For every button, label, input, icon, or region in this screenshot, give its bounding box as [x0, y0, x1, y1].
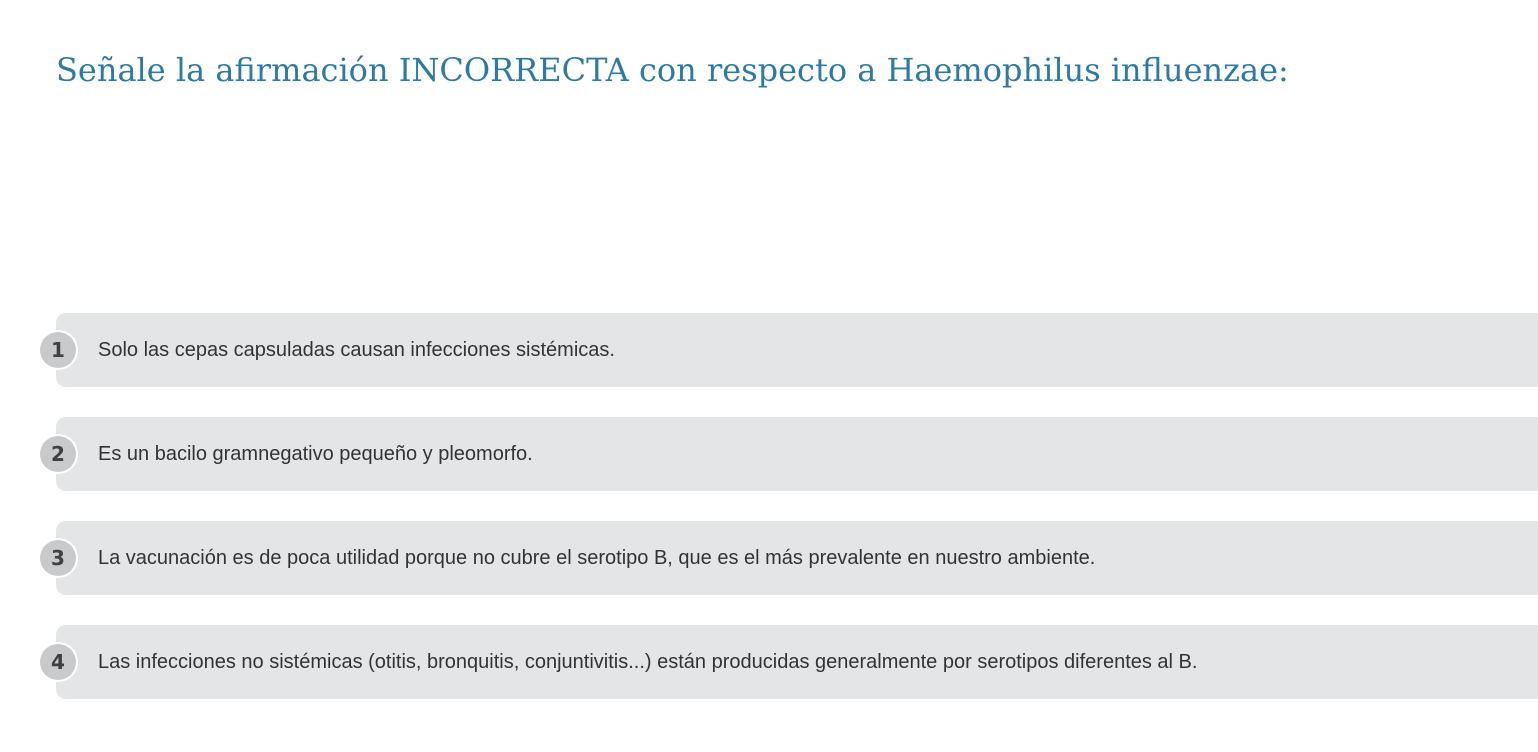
answer-option-number-badge: 2 [40, 436, 76, 472]
answer-options-list [0, 313, 1538, 729]
answer-option-number-badge: 4 [40, 644, 76, 680]
answer-option-number-badge: 3 [40, 540, 76, 576]
answer-option-4[interactable] [0, 625, 1538, 699]
answer-option-text: La vacunación es de poca utilidad porque no cubre el serotipo B, que es el más prevalente en nuestro ambiente. [98, 547, 1096, 569]
answer-option-3[interactable] [0, 521, 1538, 595]
answer-option-2[interactable] [0, 417, 1538, 491]
answer-option-text: Solo las cepas capsuladas causan infecciones sistémicas. [98, 339, 615, 361]
answer-option-text: Las infecciones no sistémicas (otitis, bronquitis, conjuntivitis...) están producidas generalmente por serotipos diferentes al B. [98, 651, 1198, 673]
answer-option-number-badge: 1 [40, 332, 76, 368]
answer-option-text: Es un bacilo gramnegativo pequeño y pleomorfo. [98, 443, 533, 465]
question-title: Señale la afirmación INCORRECTA con respecto a Haemophilus influenzae: [56, 51, 1289, 89]
answer-option-1[interactable] [0, 313, 1538, 387]
